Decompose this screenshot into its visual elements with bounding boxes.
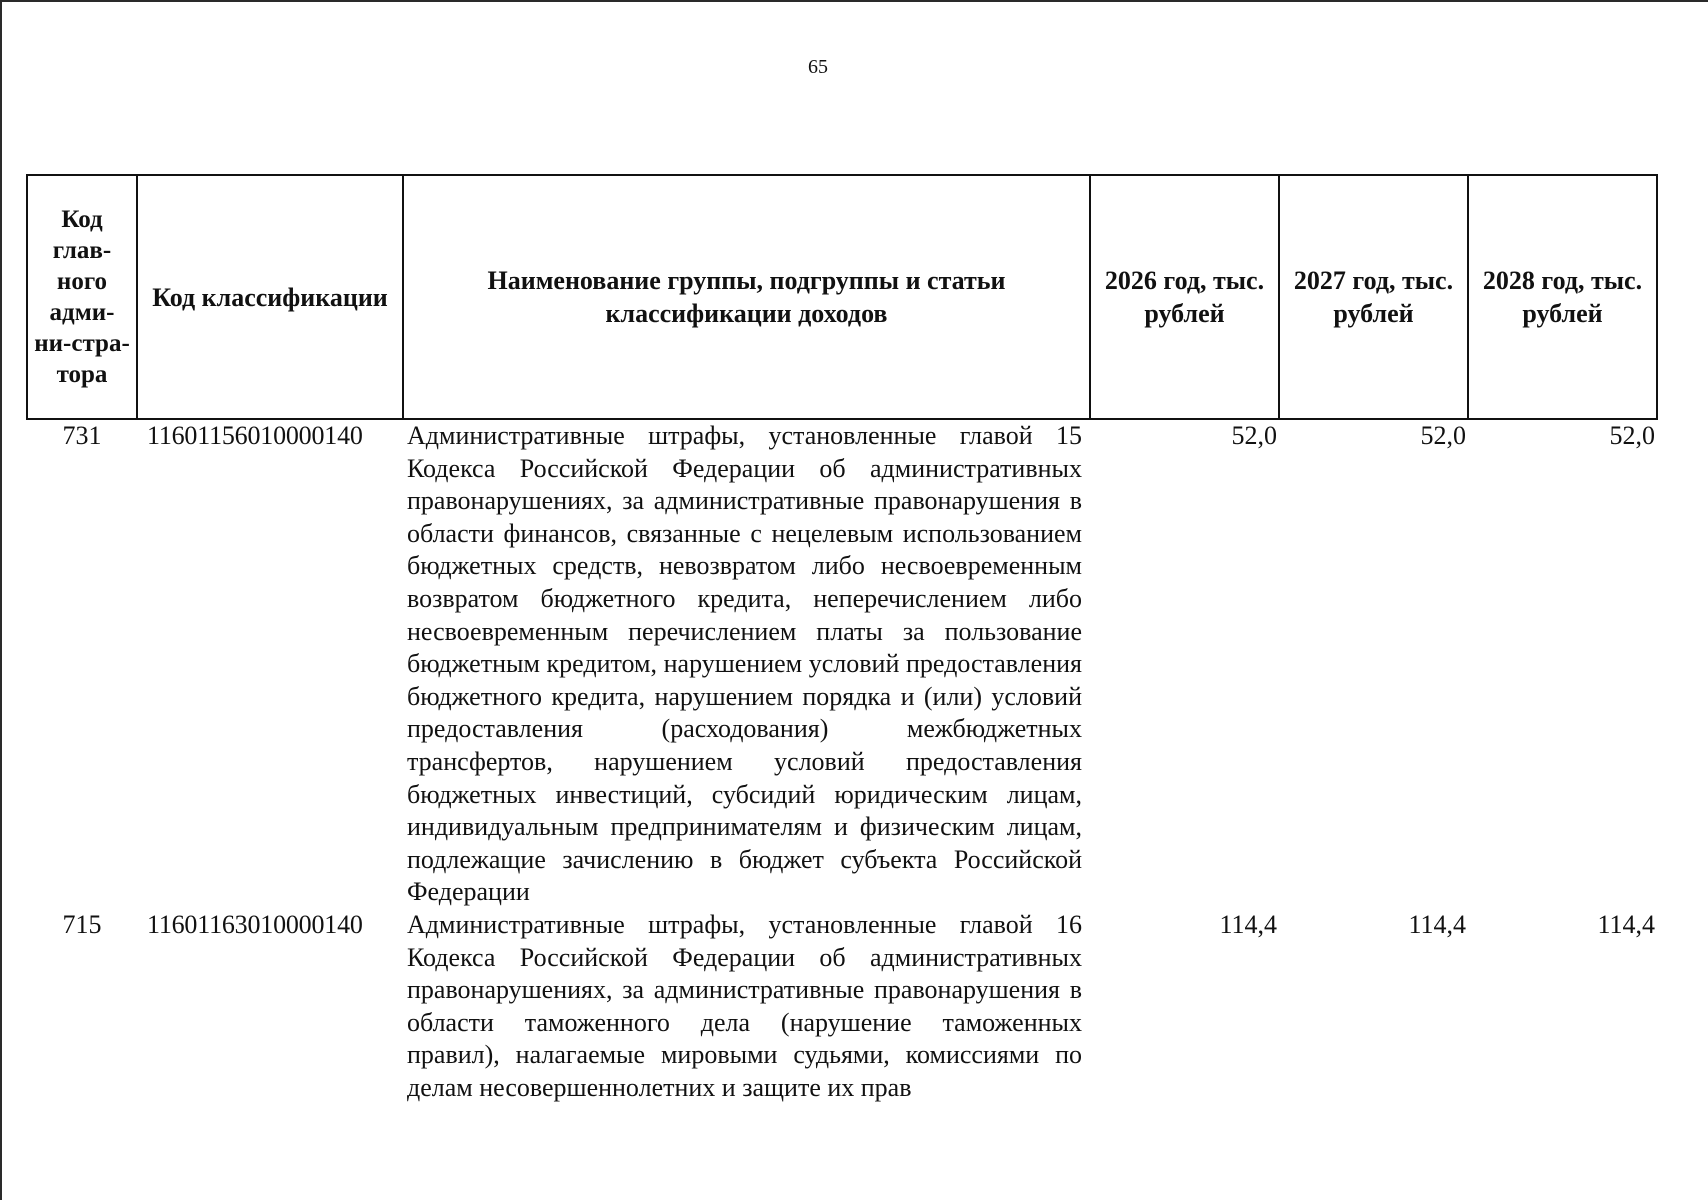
header-classification-code: Код классификации <box>137 175 403 419</box>
table-body <box>27 419 1657 1104</box>
amount-2027-cell: 114,4 <box>1408 909 1466 939</box>
revenue-name-cell: Административные штрафы, установленные главой 15 Кодекса Российской Федерации об административных правонарушениях, за административные правонарушения в области финансов, связанные с нецелевым использованием бюджетных средств, невозвратом либо несвоевременным возвратом бюджетного кредита, неперечислением либо несвоевременным перечислением платы за пользование бюджетным кредитом, нарушением условий предоставления бюджетного кредита, нарушением порядка и (или) условий предоставления (расходования) межбюджетных трансфертов, нарушением условий предоставления бюджетных инвестиций, субсидий юридическим лицам, индивидуальным предпринимателям и физическим лицам, подлежащие зачислению в бюджет субъекта Российской Федерации <box>407 421 1082 907</box>
header-year-2028: 2028 год, тыс. рублей <box>1468 175 1657 419</box>
amount-2028-cell: 114,4 <box>1597 909 1655 939</box>
admin-code-cell: 731 <box>62 421 102 450</box>
classification-code-cell: 11601163010000140 <box>147 909 363 939</box>
revenue-table <box>26 174 1658 1104</box>
scan-edge-top <box>0 0 1708 2</box>
classification-code-cell: 11601156010000140 <box>147 421 363 450</box>
header-year-2027: 2027 год, тыс. рублей <box>1279 175 1468 419</box>
admin-code-cell: 715 <box>62 909 102 939</box>
revenue-name-cell: Административные штрафы, установленные главой 16 Кодекса Российской Федерации об административных правонарушениях, за административные правонарушения в области таможенного дела (нарушение таможенных правил), налагаемые мировыми судьями, комиссиями по делам несовершеннолетних и защите их прав <box>407 909 1082 1102</box>
amount-2026-cell: 114,4 <box>1219 909 1277 939</box>
table-row <box>27 419 1657 909</box>
table-row <box>27 909 1657 1105</box>
amount-2027-cell: 52,0 <box>1420 421 1466 450</box>
table-header <box>27 175 1657 419</box>
header-admin-code: Код глав-ного адми-ни-стра-тора <box>27 175 137 419</box>
page-number: 65 <box>808 56 828 78</box>
header-year-2026: 2026 год, тыс. рублей <box>1090 175 1279 419</box>
header-revenue-name: Наименование группы, подгруппы и статьи классификации доходов <box>403 175 1090 419</box>
amount-2026-cell: 52,0 <box>1231 421 1277 450</box>
header-row <box>27 175 1657 419</box>
amount-2028-cell: 52,0 <box>1609 421 1655 450</box>
scan-edge-left <box>0 0 2 1200</box>
